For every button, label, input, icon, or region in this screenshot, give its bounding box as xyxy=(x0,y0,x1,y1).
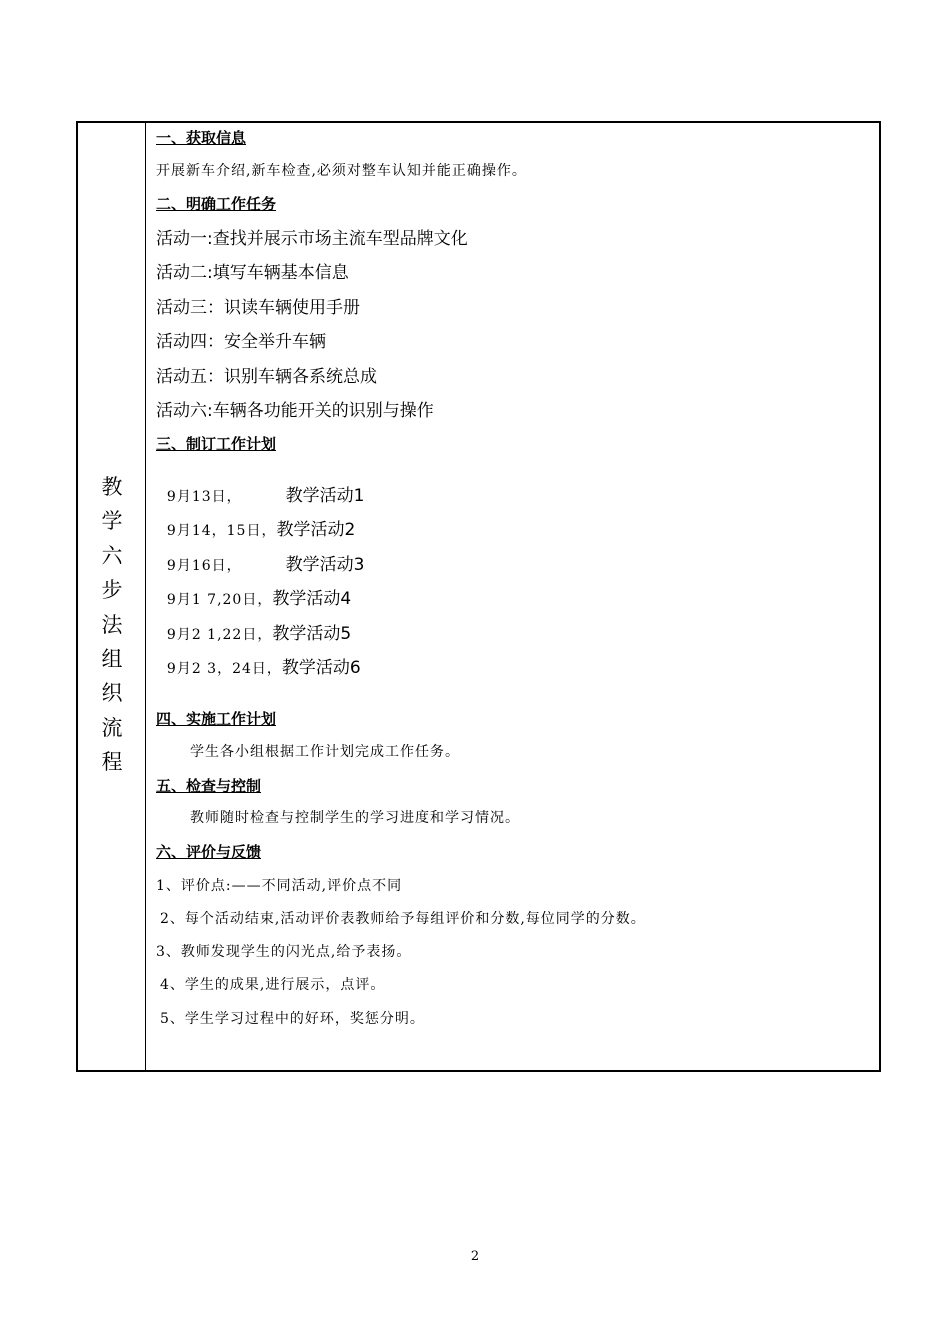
heading-check-control: 五、检查与控制 xyxy=(156,777,262,795)
schedule-date: 9月2 1,22日， xyxy=(166,627,273,643)
schedule-activity: 教学活动4 xyxy=(272,589,352,609)
section-label-char: 六 xyxy=(101,543,123,568)
section-label-char: 步 xyxy=(101,578,123,603)
section-label-char: 教 xyxy=(101,475,123,499)
evaluation-item: 3、教师发现学生的闪光点,给予表扬。 xyxy=(156,944,412,960)
schedule-date: 9月13日， xyxy=(166,489,242,505)
section-label-char: 织 xyxy=(101,681,123,706)
schedule-date: 9月2 3，24日， xyxy=(166,661,282,677)
heading-make-plan: 三、制订工作计划 xyxy=(156,435,277,453)
check-control-text: 教师随时检查与控制学生的学习进度和学习情况。 xyxy=(190,810,520,826)
heading-implement-plan: 四、实施工作计划 xyxy=(156,710,277,728)
page-number: 2 xyxy=(470,1249,480,1264)
activity-item: 活动五：识别车辆各系统总成 xyxy=(156,367,377,387)
heading-define-tasks: 二、明确工作任务 xyxy=(156,195,277,213)
evaluation-item: 1、评价点:——不同活动,评价点不同 xyxy=(156,878,403,894)
section-label xyxy=(78,470,146,780)
schedule-activity: 教学活动1 xyxy=(285,486,365,506)
heading-get-info: 一、获取信息 xyxy=(156,129,247,147)
schedule-row xyxy=(156,637,361,678)
evaluation-item: 2、每个活动结束,活动评价表教师给予每组评价和分数,每位同学的分数。 xyxy=(160,911,646,927)
implement-plan-text: 学生各小组根据工作计划完成工作任务。 xyxy=(190,744,460,760)
schedule-activity: 教学活动3 xyxy=(285,555,365,575)
section-label-char: 法 xyxy=(101,612,123,637)
schedule-date: 9月14，15日， xyxy=(166,523,277,539)
section-label-char: 学 xyxy=(101,509,123,534)
activity-item: 活动四：安全举升车辆 xyxy=(156,332,326,352)
schedule-date: 9月16日， xyxy=(166,558,242,574)
activity-item: 活动六:车辆各功能开关的识别与操作 xyxy=(156,401,434,421)
get-info-text: 开展新车介绍,新车检查,必须对整车认知并能正确操作。 xyxy=(156,163,527,179)
activity-item: 活动三：识读车辆使用手册 xyxy=(156,298,360,318)
evaluation-item: 4、学生的成果,进行展示，点评。 xyxy=(160,977,386,993)
section-label-char: 程 xyxy=(101,750,123,775)
schedule-date: 9月1 7,20日， xyxy=(166,592,273,608)
evaluation-item: 5、学生学习过程中的好环，奖惩分明。 xyxy=(160,1011,425,1027)
schedule-activity: 教学活动6 xyxy=(281,658,361,678)
activity-item: 活动一:查找并展示市场主流车型品牌文化 xyxy=(156,229,468,249)
heading-evaluation: 六、评价与反馈 xyxy=(156,843,262,861)
schedule-activity: 教学活动2 xyxy=(276,520,356,540)
section-label-cell xyxy=(78,123,146,1070)
activity-item: 活动二:填写车辆基本信息 xyxy=(156,263,349,283)
section-label-char: 组 xyxy=(101,647,123,672)
section-label-char: 流 xyxy=(101,715,123,740)
schedule-activity: 教学活动5 xyxy=(272,624,352,644)
